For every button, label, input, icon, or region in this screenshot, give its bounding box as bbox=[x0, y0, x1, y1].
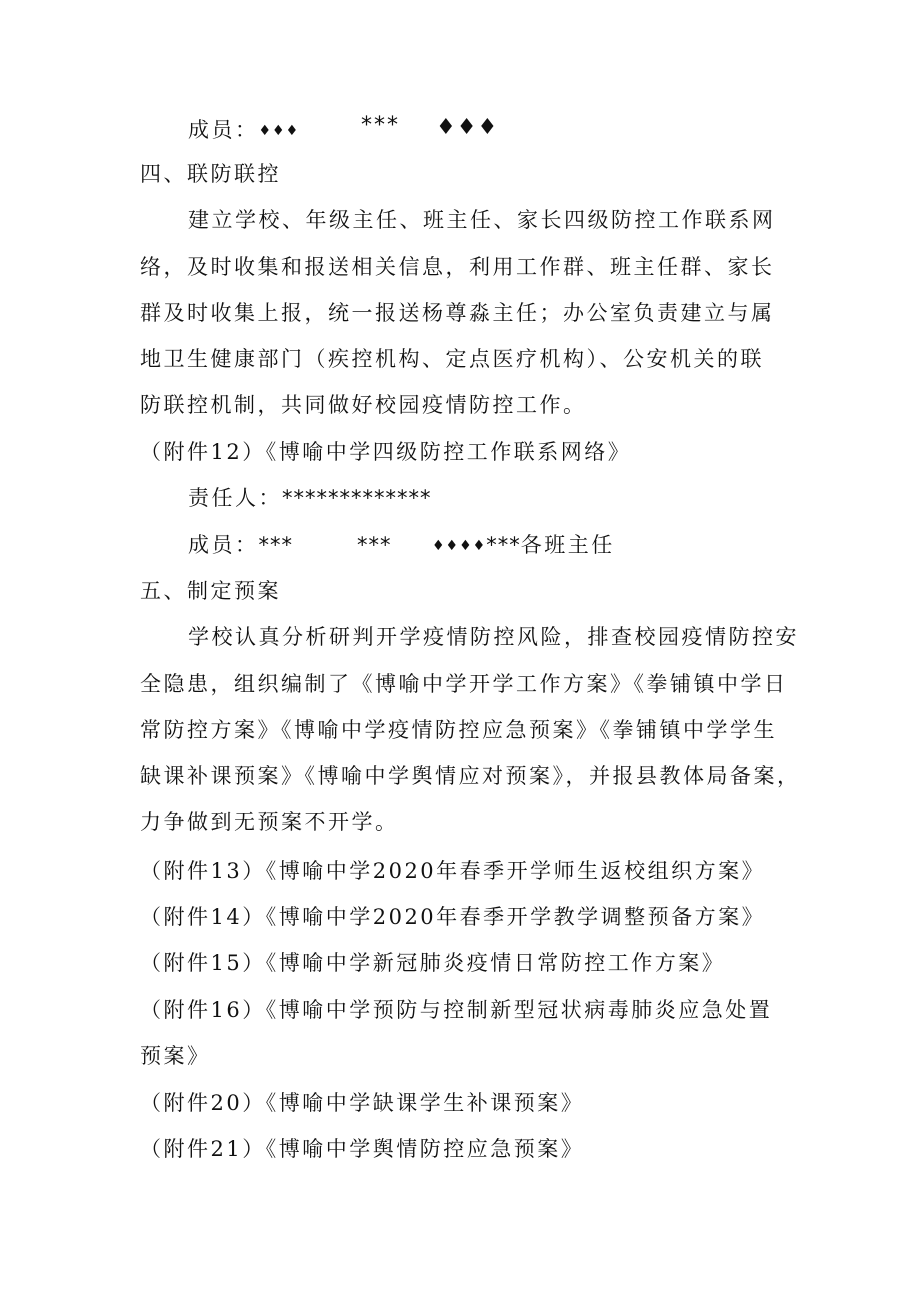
section4-para-line: 络，及时收集和报送相关信息，利用工作群、班主任群、家长 bbox=[140, 255, 775, 279]
members-label: 成员： bbox=[188, 118, 259, 142]
members-stars-a: *** bbox=[258, 533, 293, 557]
members-stars: *** bbox=[361, 113, 400, 138]
attachment-line: （附件20）《博喻中学缺课学生补课预案》 bbox=[140, 1091, 585, 1115]
members-diamond-icon: ♦♦♦ bbox=[258, 123, 300, 139]
section4-attachment: （附件12）《博喻中学四级防控工作联系网络》 bbox=[140, 440, 632, 464]
members-line-2 bbox=[188, 531, 293, 559]
section4-heading: 四、联防联控 bbox=[140, 162, 281, 186]
section5-heading: 五、制定预案 bbox=[140, 579, 281, 603]
section5-para-line: 缺课补课预案》《博喻中学舆情应对预案》，并报县教体局备案， bbox=[140, 764, 801, 788]
section5-para-line: 学校认真分析研判开学疫情防控风险，排查校园疫情防控安 bbox=[188, 625, 799, 649]
members-group-c bbox=[432, 531, 615, 560]
attachment-line: （附件16）《博喻中学预防与控制新型冠状病毒肺炎应急处置 bbox=[140, 998, 773, 1022]
section4-para-line: 地卫生健康部门（疾控机构、定点医疗机构）、公安机关的联 bbox=[140, 347, 764, 371]
attachment-line: （附件14）《博喻中学2020年春季开学教学调整预备方案》 bbox=[140, 905, 766, 929]
responsible-line bbox=[188, 484, 432, 512]
members-stars-c: *** bbox=[486, 533, 521, 557]
members-diamond-icon-2: ♦♦♦ bbox=[436, 115, 499, 140]
attachment-line: 预案》 bbox=[140, 1044, 211, 1068]
section5-para-line: 全隐患，组织编制了《博喻中学开学工作方案》《拳铺镇中学日 bbox=[140, 672, 788, 696]
attachment-line: （附件13）《博喻中学2020年春季开学师生返校组织方案》 bbox=[140, 859, 766, 883]
section5-para-line: 常防控方案》《博喻中学疫情防控应急预案》《拳铺镇中学学生 bbox=[140, 718, 777, 742]
attachment-line: （附件21）《博喻中学舆情防控应急预案》 bbox=[140, 1137, 585, 1161]
members-line-top bbox=[188, 116, 299, 145]
section5-para-line: 力争做到无预案不开学。 bbox=[140, 810, 399, 834]
section4-para-line: 防联控机制，共同做好校园疫情防控工作。 bbox=[140, 393, 587, 417]
responsible-value: ************* bbox=[282, 486, 432, 510]
members-class-teachers: 各班主任 bbox=[520, 533, 615, 557]
responsible-label: 责任人： bbox=[188, 486, 282, 510]
attachment-line: （附件15）《博喻中学新冠肺炎疫情日常防控工作方案》 bbox=[140, 951, 726, 975]
members-label-2: 成员： bbox=[188, 533, 259, 557]
section4-para-line: 建立学校、年级主任、班主任、家长四级防控工作联系网 bbox=[188, 208, 776, 232]
members-stars-b: *** bbox=[357, 533, 392, 557]
section4-para-line: 群及时收集上报，统一报送杨尊淼主任；办公室负责建立与属 bbox=[140, 301, 775, 325]
members-diamond-icon-3: ♦♦♦♦ bbox=[432, 538, 487, 554]
